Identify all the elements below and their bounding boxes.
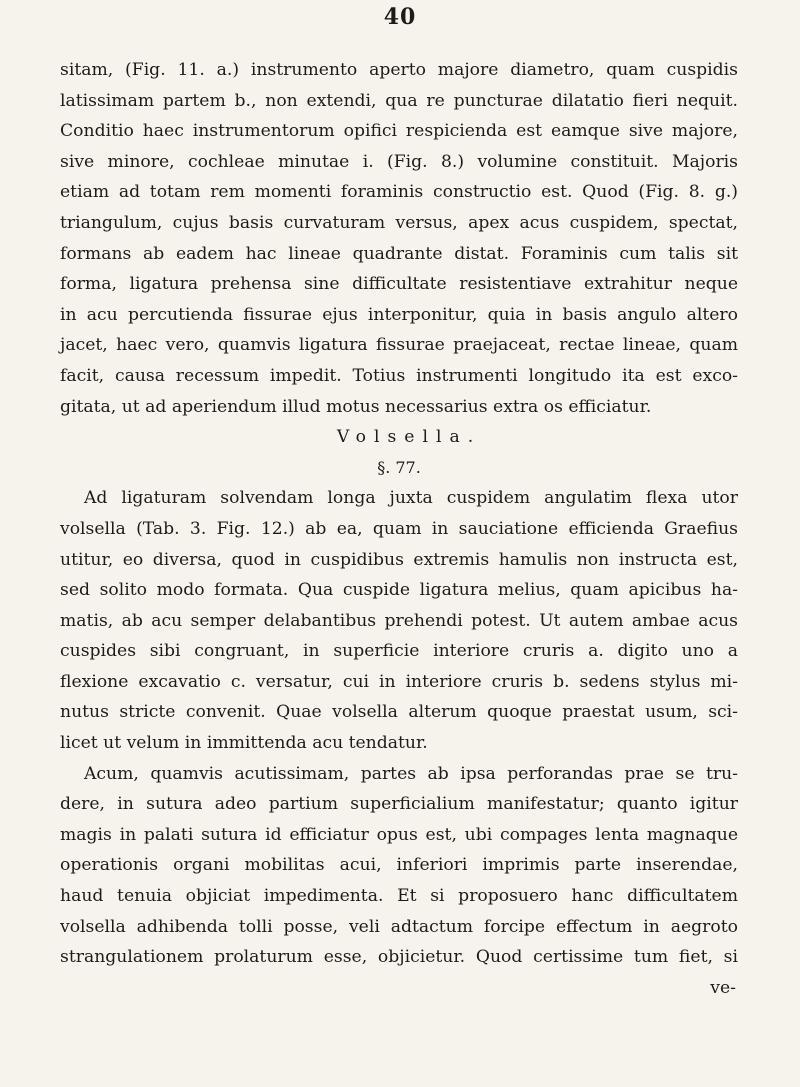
text-line: forma, ligatura prehensa sine difficultate resistentiave extrahitur neque [60, 274, 738, 295]
section-number: §. 77. [377, 457, 421, 477]
paragraph-acum [60, 759, 738, 973]
section-title: Volsella. [336, 427, 482, 448]
text-line: Acum, quamvis acutissimam, partes ab ipsa perforandas prae se tru- [84, 763, 738, 784]
text-line: facit, causa recessum impedit. Totius instrumenti longitudo ita est exco- [60, 365, 738, 386]
text-line: utitur, eo diversa, quod in cuspidibus extremis hamulis non instructa est, [60, 549, 738, 570]
text-line: matis, ab acu semper delabantibus prehendi potest. Ut autem ambae acus [60, 610, 738, 631]
text-line: flexione excavatio c. versatur, cui in interiore cruris b. sedens stylus mi- [60, 671, 738, 692]
text-line: strangulationem prolaturum esse, objicietur. Quod certissime tum fiet, si [60, 947, 738, 968]
text-line: latissimam partem b., non extendi, qua re puncturae dilatatio fieri nequit. [60, 90, 738, 111]
text-line: Ad ligaturam solvendam longa juxta cuspidem angulatim flexa utor [84, 488, 738, 509]
text-line: licet ut velum in immittenda acu tendatur. [60, 733, 428, 754]
text-line: sitam, (Fig. 11. a.) instrumento aperto majore diametro, quam cuspidis [60, 60, 738, 80]
text-line: haud tenuia objiciat impedimenta. Et si proposuero hanc difficultatem [60, 886, 738, 907]
text-line: in acu percutienda fissurae ejus interponitur, quia in basis angulo altero [60, 304, 738, 325]
catchword: ve- [710, 977, 736, 998]
text-line: sive minore, cochleae minutae i. (Fig. 8.) volumine constituit. Majoris [60, 151, 738, 172]
text-line: gitata, ut ad aperiendum illud motus necessarius extra os efficiatur. [60, 396, 652, 417]
text-line: jacet, haec vero, quamvis ligatura fissurae praejaceat, rectae lineae, quam [60, 335, 738, 356]
text-line: triangulum, cujus basis curvaturam versus, apex acus cuspidem, spectat, [60, 212, 738, 233]
text-line: magis in palati sutura id efficiatur opus est, ubi compages lenta magnaque [60, 824, 738, 845]
text-line: Conditio haec instrumentorum opifici respicienda est eamque sive majore, [60, 121, 738, 142]
text-line: etiam ad totam rem momenti foraminis constructio est. Quod (Fig. 8. g.) [60, 182, 738, 203]
text-line: dere, in sutura adeo partium superficialium manifestatur; quanto igitur [60, 794, 738, 815]
text-line: volsella adhibenda tolli posse, veli adtactum forcipe effectum in aegroto [60, 916, 738, 937]
text-line: nutus stricte convenit. Quae volsella alterum quoque praestat usum, sci- [60, 702, 738, 723]
text-line: volsella (Tab. 3. Fig. 12.) ab ea, quam in sauciatione efficienda Graefius [60, 518, 738, 539]
text-line: sed solito modo formata. Qua cuspide ligatura melius, quam apicibus ha- [60, 580, 738, 601]
text-line: cuspides sibi congruant, in superficie interiore cruris a. digito uno a [60, 641, 738, 662]
text-line: formans ab eadem hac lineae quadrante distat. Foraminis cum talis sit [60, 243, 738, 264]
paragraph-volsella [60, 483, 738, 758]
page-number: 40 [383, 4, 417, 30]
text-line: operationis organi mobilitas acui, inferiori imprimis parte inserendae, [60, 855, 738, 876]
text-block [60, 55, 738, 1003]
paragraph-continuation [60, 55, 738, 422]
